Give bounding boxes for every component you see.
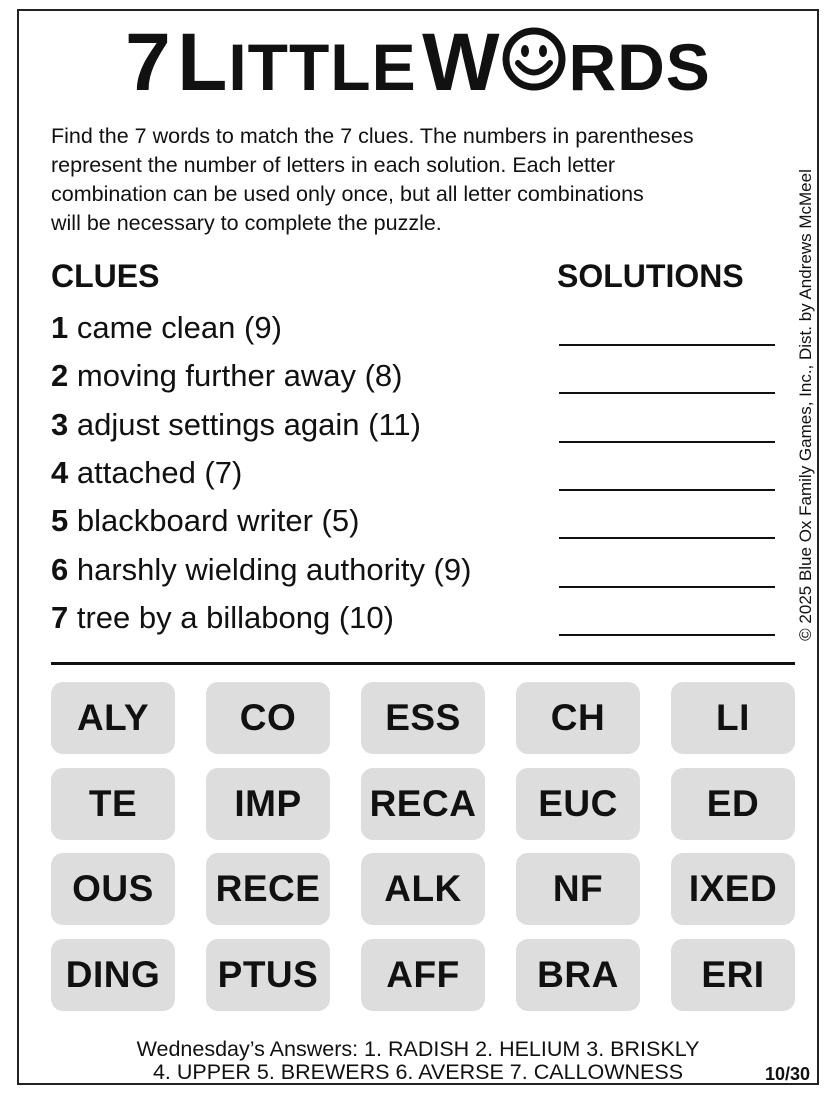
letter-tile[interactable]: EUC <box>516 768 640 840</box>
letter-tile[interactable]: IXED <box>671 853 795 925</box>
title-letters: RDS <box>568 30 711 104</box>
letter-tile[interactable]: ALY <box>51 682 175 754</box>
clue-item <box>51 310 282 346</box>
clue-text: harshly wielding authority (9) <box>76 551 472 587</box>
letter-tile[interactable]: BRA <box>516 939 640 1011</box>
title-number: 7 <box>125 17 172 108</box>
clue-item <box>51 358 403 394</box>
previous-answers-line-1: Wednesday’s Answers: 1. RADISH 2. HELIUM 3. BRISKLY <box>136 1037 700 1061</box>
clue-item <box>51 552 471 588</box>
title-letters: ITTLE <box>228 30 417 104</box>
solution-blank[interactable] <box>559 537 775 539</box>
clue-text: came clean (9) <box>76 310 282 345</box>
solution-blank[interactable] <box>559 441 775 443</box>
previous-answers-line-2: 4. UPPER 5. BREWERS 6. AVERSE 7. CALLOWNESS <box>152 1060 684 1084</box>
letter-tile[interactable]: TE <box>51 768 175 840</box>
letter-tile[interactable]: OUS <box>51 853 175 925</box>
clue-item <box>51 503 359 539</box>
solution-blank[interactable] <box>559 392 775 394</box>
solution-blank[interactable] <box>559 489 775 491</box>
letter-tile[interactable]: RECA <box>361 768 485 840</box>
solution-blank[interactable] <box>559 586 775 588</box>
solution-blank[interactable] <box>559 344 775 346</box>
letter-tile[interactable]: IMP <box>206 768 330 840</box>
clues-heading: CLUES <box>51 258 160 294</box>
clue-number: 7 <box>51 599 69 635</box>
solutions-heading: SOLUTIONS <box>557 258 744 294</box>
clue-number: 2 <box>51 358 69 394</box>
clue-text: moving further away (8) <box>76 358 403 394</box>
copyright-credit: © 2025 Blue Ox Family Games, Inc., Dist. by Andrews McMeel <box>796 169 815 641</box>
letter-tile[interactable]: CH <box>516 682 640 754</box>
clue-number: 1 <box>51 310 69 345</box>
smiley-face-icon <box>501 26 567 92</box>
section-divider <box>51 662 795 665</box>
letter-tile[interactable]: ALK <box>361 853 485 925</box>
letter-tile[interactable]: NF <box>516 853 640 925</box>
puzzle-date: 10/30 <box>764 1064 810 1084</box>
letter-tile[interactable]: RECE <box>206 853 330 925</box>
letter-tile[interactable]: DING <box>51 939 175 1011</box>
clue-item <box>51 600 394 636</box>
clue-text: attached (7) <box>76 454 243 490</box>
clue-number: 4 <box>51 454 69 490</box>
letter-tile[interactable]: ERI <box>671 939 795 1011</box>
clue-item <box>51 455 242 491</box>
title-letter: W <box>422 17 501 108</box>
letter-tile[interactable]: LI <box>671 682 795 754</box>
letter-tile[interactable]: ED <box>671 768 795 840</box>
clue-number: 6 <box>51 551 69 587</box>
clue-text: tree by a billabong (10) <box>76 599 394 635</box>
letter-tile[interactable]: PTUS <box>206 939 330 1011</box>
letter-tile[interactable]: AFF <box>361 939 485 1011</box>
title-letter: L <box>177 17 229 108</box>
solution-blank[interactable] <box>559 634 775 636</box>
clue-number: 5 <box>51 503 69 539</box>
clue-item <box>51 407 421 443</box>
letter-tile[interactable]: CO <box>206 682 330 754</box>
instructions-text: Find the 7 words to match the 7 clues. The numbers in parentheses represent the number of letters in each solution. Each letter combination can be used only once, but all letter combinations will be necessary to complete the puzzle. <box>51 124 694 235</box>
clue-text: adjust settings again (11) <box>76 406 421 442</box>
puzzle-title <box>0 17 836 108</box>
letter-tile[interactable]: ESS <box>361 682 485 754</box>
clue-number: 3 <box>51 406 69 442</box>
clue-text: blackboard writer (5) <box>76 503 360 539</box>
